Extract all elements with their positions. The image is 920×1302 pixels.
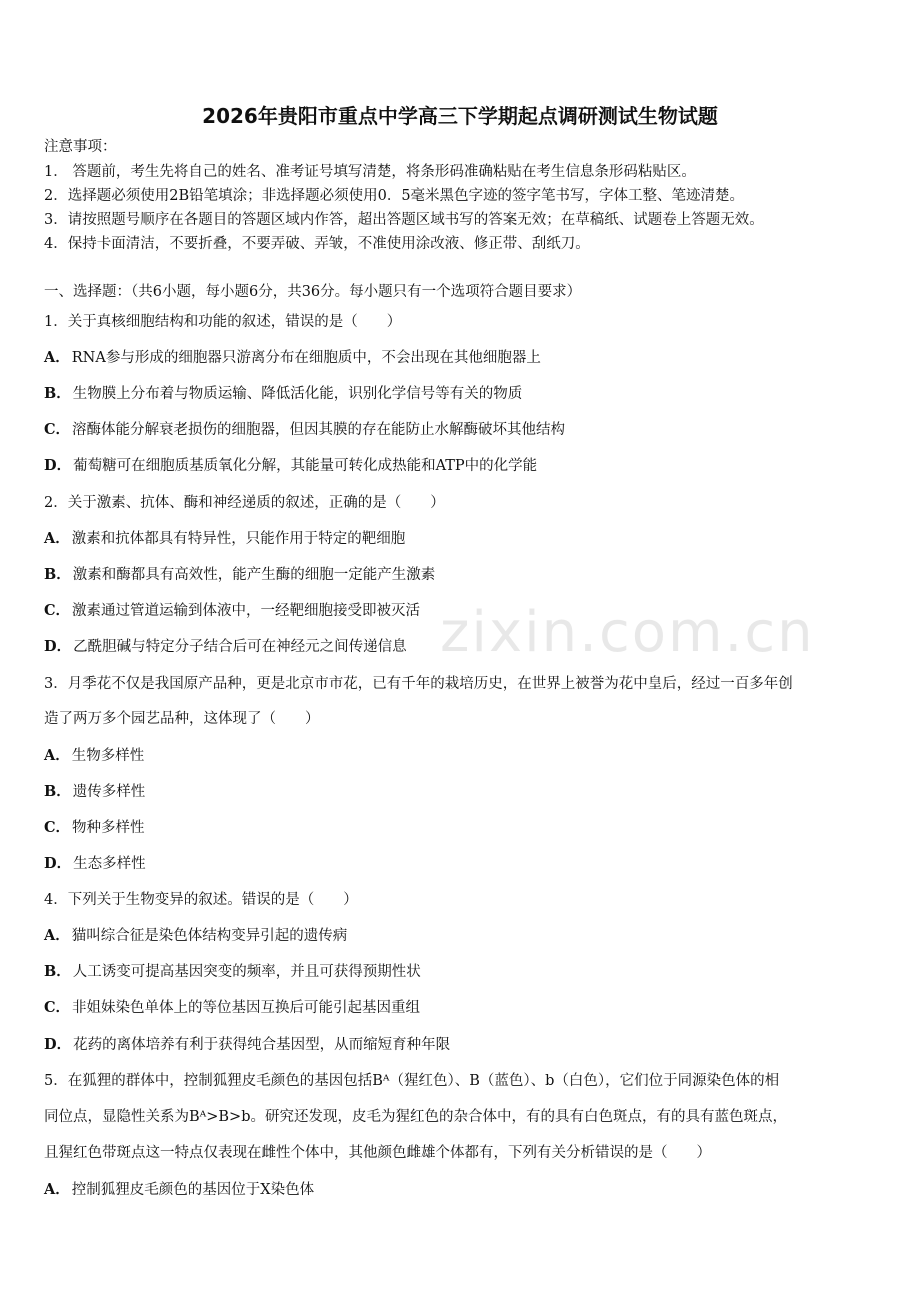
notice-item-2: 2．选择题必须使用2B铅笔填涂；非选择题必须使用0．5毫米黑色字迹的签字笔书写，字体工整、笔迹清楚。 <box>44 188 745 204</box>
option-text: 生物膜上分布着与物质运输、降低活化能，识别化学信号等有关的物质 <box>72 386 523 402</box>
option-key: A． <box>44 927 70 944</box>
notice-item-1: 1． 答题前，考生先将自己的姓名、准考证号填写清楚，将条形码准确粘贴在考生信息条形码粘贴区。 <box>44 164 696 180</box>
watermark: zixin.com.cn <box>440 600 815 665</box>
option-key: B． <box>44 385 71 402</box>
option-key: C． <box>44 819 71 836</box>
option-text: 乙酰胆碱与特定分子结合后可在神经元之间传递信息 <box>73 639 407 655</box>
option-text: 人工诱变可提高基因突变的频率，并且可获得预期性状 <box>72 964 421 980</box>
question-4-option-b <box>44 962 421 982</box>
option-text: 非姐妹染色单体上的等位基因互换后可能引起基因重组 <box>72 1000 421 1016</box>
question-2-stem: 2．关于激素、抗体、酶和神经递质的叙述，正确的是（ ） <box>44 495 445 511</box>
option-key: D． <box>44 638 72 655</box>
option-key: A． <box>44 1181 70 1198</box>
question-5-option-a <box>44 1180 314 1200</box>
option-key: A． <box>44 349 70 366</box>
question-4-option-d <box>44 1035 450 1055</box>
option-text: 激素和酶都具有高效性，能产生酶的细胞一定能产生激素 <box>72 567 436 583</box>
notice-item-4: 4．保持卡面清洁，不要折叠，不要弄破、弄皱，不准使用涂改液、修正带、刮纸刀。 <box>44 236 590 252</box>
option-key: A． <box>44 530 70 547</box>
question-2-option-a <box>44 529 405 549</box>
option-key: C． <box>44 421 71 438</box>
page-title: 2026年贵阳市重点中学高三下学期起点调研测试生物试题 <box>202 104 718 128</box>
option-key: D． <box>44 457 72 474</box>
option-text: 溶酶体能分解衰老损伤的细胞器，但因其膜的存在能防止水解酶破坏其他结构 <box>72 422 566 438</box>
option-text: 生物多样性 <box>71 748 145 764</box>
question-1-option-a <box>44 348 541 368</box>
option-text: 控制狐狸皮毛颜色的基因位于X染色体 <box>71 1182 315 1198</box>
option-key: B． <box>44 566 71 583</box>
question-3-option-c <box>44 818 145 838</box>
question-5-stem-line-3: 且猩红色带斑点这一特点仅表现在雌性个体中，其他颜色雌雄个体都有，下列有关分析错误的是（ ） <box>44 1145 711 1161</box>
option-text: 生态多样性 <box>73 856 146 872</box>
question-4-option-c <box>44 998 420 1018</box>
question-2-option-b <box>44 565 435 585</box>
option-key: D． <box>44 855 72 872</box>
option-text: 物种多样性 <box>72 820 145 836</box>
question-4-option-a <box>44 926 347 946</box>
option-text: 葡萄糖可在细胞质基质氧化分解，其能量可转化成热能和ATP中的化学能 <box>73 458 538 474</box>
question-4-stem: 4．下列关于生物变异的叙述。错误的是（ ） <box>44 892 358 908</box>
option-text: 激素通过管道运输到体液中，一经靶细胞接受即被灭活 <box>72 603 421 619</box>
question-3-option-b <box>44 782 145 802</box>
question-5-stem-line-1: 5．在狐狸的群体中，控制狐狸皮毛颜色的基因包括Bᴬ（猩红色）、B（蓝色）、b（白色），它们位于同源染色体的相 <box>44 1073 780 1089</box>
question-1-option-b <box>44 384 522 404</box>
question-3-stem-line-1: 3．月季花不仅是我国原产品种，更是北京市市花，已有千年的栽培历史，在世界上被誉为花中皇后，经过一百多年创 <box>44 676 793 692</box>
notice-heading: 注意事项： <box>44 139 117 155</box>
question-2-option-c <box>44 601 420 621</box>
option-key: B． <box>44 783 71 800</box>
question-2-option-d <box>44 637 407 657</box>
question-3-option-d <box>44 854 146 874</box>
option-key: D． <box>44 1036 72 1053</box>
notice-item-3: 3．请按照题号顺序在各题目的答题区域内作答，超出答题区域书写的答案无效；在草稿纸、试题卷上答题无效。 <box>44 212 764 228</box>
option-text: RNA参与形成的细胞器只游离分布在细胞质中，不会出现在其他细胞器上 <box>71 350 541 366</box>
question-1-option-c <box>44 420 565 440</box>
question-5-stem-line-2: 同位点，显隐性关系为Bᴬ>B>b。研究还发现，皮毛为猩红色的杂合体中，有的具有白色斑点，有的具有蓝色斑点， <box>44 1109 787 1125</box>
option-key: C． <box>44 602 71 619</box>
section-heading: 一、选择题：（共6小题，每小题6分，共36分。每小题只有一个选项符合题目要求） <box>44 284 582 300</box>
option-text: 猫叫综合征是染色体结构变异引起的遗传病 <box>71 928 348 944</box>
option-text: 遗传多样性 <box>72 784 146 800</box>
option-text: 激素和抗体都具有特异性，只能作用于特定的靶细胞 <box>71 531 406 547</box>
question-3-stem-line-2: 造了两万多个园艺品种，这体现了（ ） <box>44 711 320 727</box>
question-1-stem: 1．关于真核细胞结构和功能的叙述，错误的是（ ） <box>44 314 402 330</box>
question-1-option-d <box>44 456 537 476</box>
option-text: 花药的离体培养有利于获得纯合基因型，从而缩短育种年限 <box>73 1037 451 1053</box>
option-key: A． <box>44 747 70 764</box>
question-3-option-a <box>44 746 144 766</box>
option-key: B． <box>44 963 71 980</box>
option-key: C． <box>44 999 71 1016</box>
